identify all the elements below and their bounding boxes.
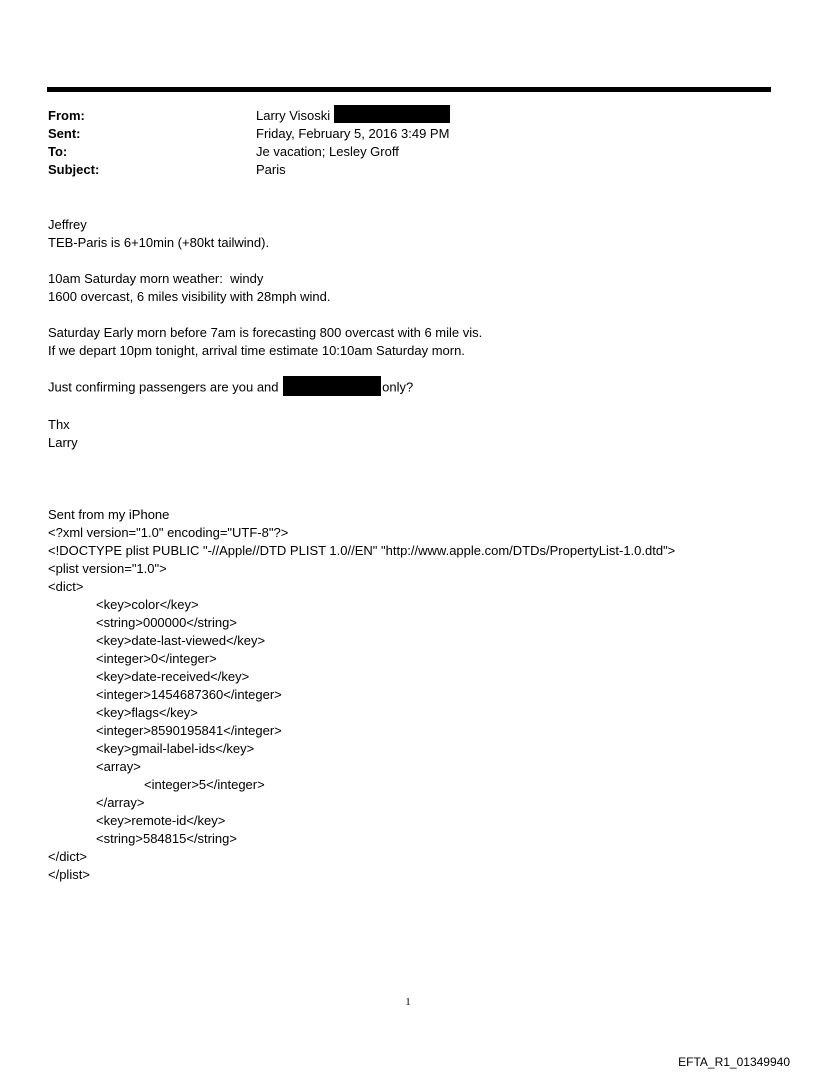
redaction-box xyxy=(334,105,450,123)
plist-line: <?xml version="1.0" encoding="UTF-8"?> xyxy=(48,525,289,540)
to-label: To: xyxy=(48,144,68,159)
plist-line: <integer>8590195841</integer> xyxy=(96,723,282,738)
sent-value: Friday, February 5, 2016 3:49 PM xyxy=(256,126,450,141)
to-row xyxy=(48,143,768,161)
plist-line: <key>remote-id</key> xyxy=(96,813,226,828)
email-body xyxy=(48,216,778,884)
from-row xyxy=(48,107,768,125)
signature: Larry xyxy=(48,435,78,450)
from-value xyxy=(256,107,450,126)
plist-line: <string>000000</string> xyxy=(96,615,237,630)
from-label: From: xyxy=(48,108,85,123)
from-name: Larry Visoski xyxy=(256,108,331,123)
email-header xyxy=(48,107,768,179)
plist-line: <!DOCTYPE plist PUBLIC "-//Apple//DTD PLIST 1.0//EN" "http://www.apple.com/DTDs/PropertyList-1.0.dtd"> xyxy=(48,543,676,558)
plist-line: <key>color</key> xyxy=(96,597,199,612)
plist-line: <integer>1454687360</integer> xyxy=(96,687,282,702)
header-rule xyxy=(47,87,771,92)
sent-row xyxy=(48,125,768,143)
redaction-box xyxy=(283,376,381,396)
plist-line: </array> xyxy=(96,795,145,810)
plist-line: </dict> xyxy=(48,849,88,864)
body-line: 10am Saturday morn weather: windy xyxy=(48,271,264,286)
plist-line: <key>date-last-viewed</key> xyxy=(96,633,266,648)
sent-from: Sent from my iPhone xyxy=(48,507,170,522)
body-line xyxy=(48,378,778,398)
to-value: Je vacation; Lesley Groff xyxy=(256,144,399,159)
subject-row xyxy=(48,161,768,179)
body-line: If we depart 10pm tonight, arrival time estimate 10:10am Saturday morn. xyxy=(48,343,465,358)
plist-line: <key>flags</key> xyxy=(96,705,198,720)
plist-line: </plist> xyxy=(48,867,90,882)
body-line: TEB-Paris is 6+10min (+80kt tailwind). xyxy=(48,235,270,250)
plist-line: <integer>5</integer> xyxy=(144,777,265,792)
passengers-text-end: only? xyxy=(382,379,414,395)
thanks: Thx xyxy=(48,417,70,432)
plist-line: <dict> xyxy=(48,579,84,594)
body-line: 1600 overcast, 6 miles visibility with 28mph wind. xyxy=(48,289,331,304)
plist-line: <integer>0</integer> xyxy=(96,651,217,666)
subject-label: Subject: xyxy=(48,162,100,177)
document-id: EFTA_R1_01349940 xyxy=(678,1055,790,1069)
plist-line: <plist version="1.0"> xyxy=(48,561,167,576)
sent-label: Sent: xyxy=(48,126,81,141)
plist-line: <key>gmail-label-ids</key> xyxy=(96,741,255,756)
body-line: Saturday Early morn before 7am is forecasting 800 overcast with 6 mile vis. xyxy=(48,325,483,340)
plist-line: <string>584815</string> xyxy=(96,831,237,846)
plist-line: <array> xyxy=(96,759,141,774)
passengers-text: Just confirming passengers are you and xyxy=(48,379,283,395)
subject-value: Paris xyxy=(256,162,286,177)
plist-line: <key>date-received</key> xyxy=(96,669,250,684)
greeting: Jeffrey xyxy=(48,217,87,232)
page-number: 1 xyxy=(405,996,411,1008)
